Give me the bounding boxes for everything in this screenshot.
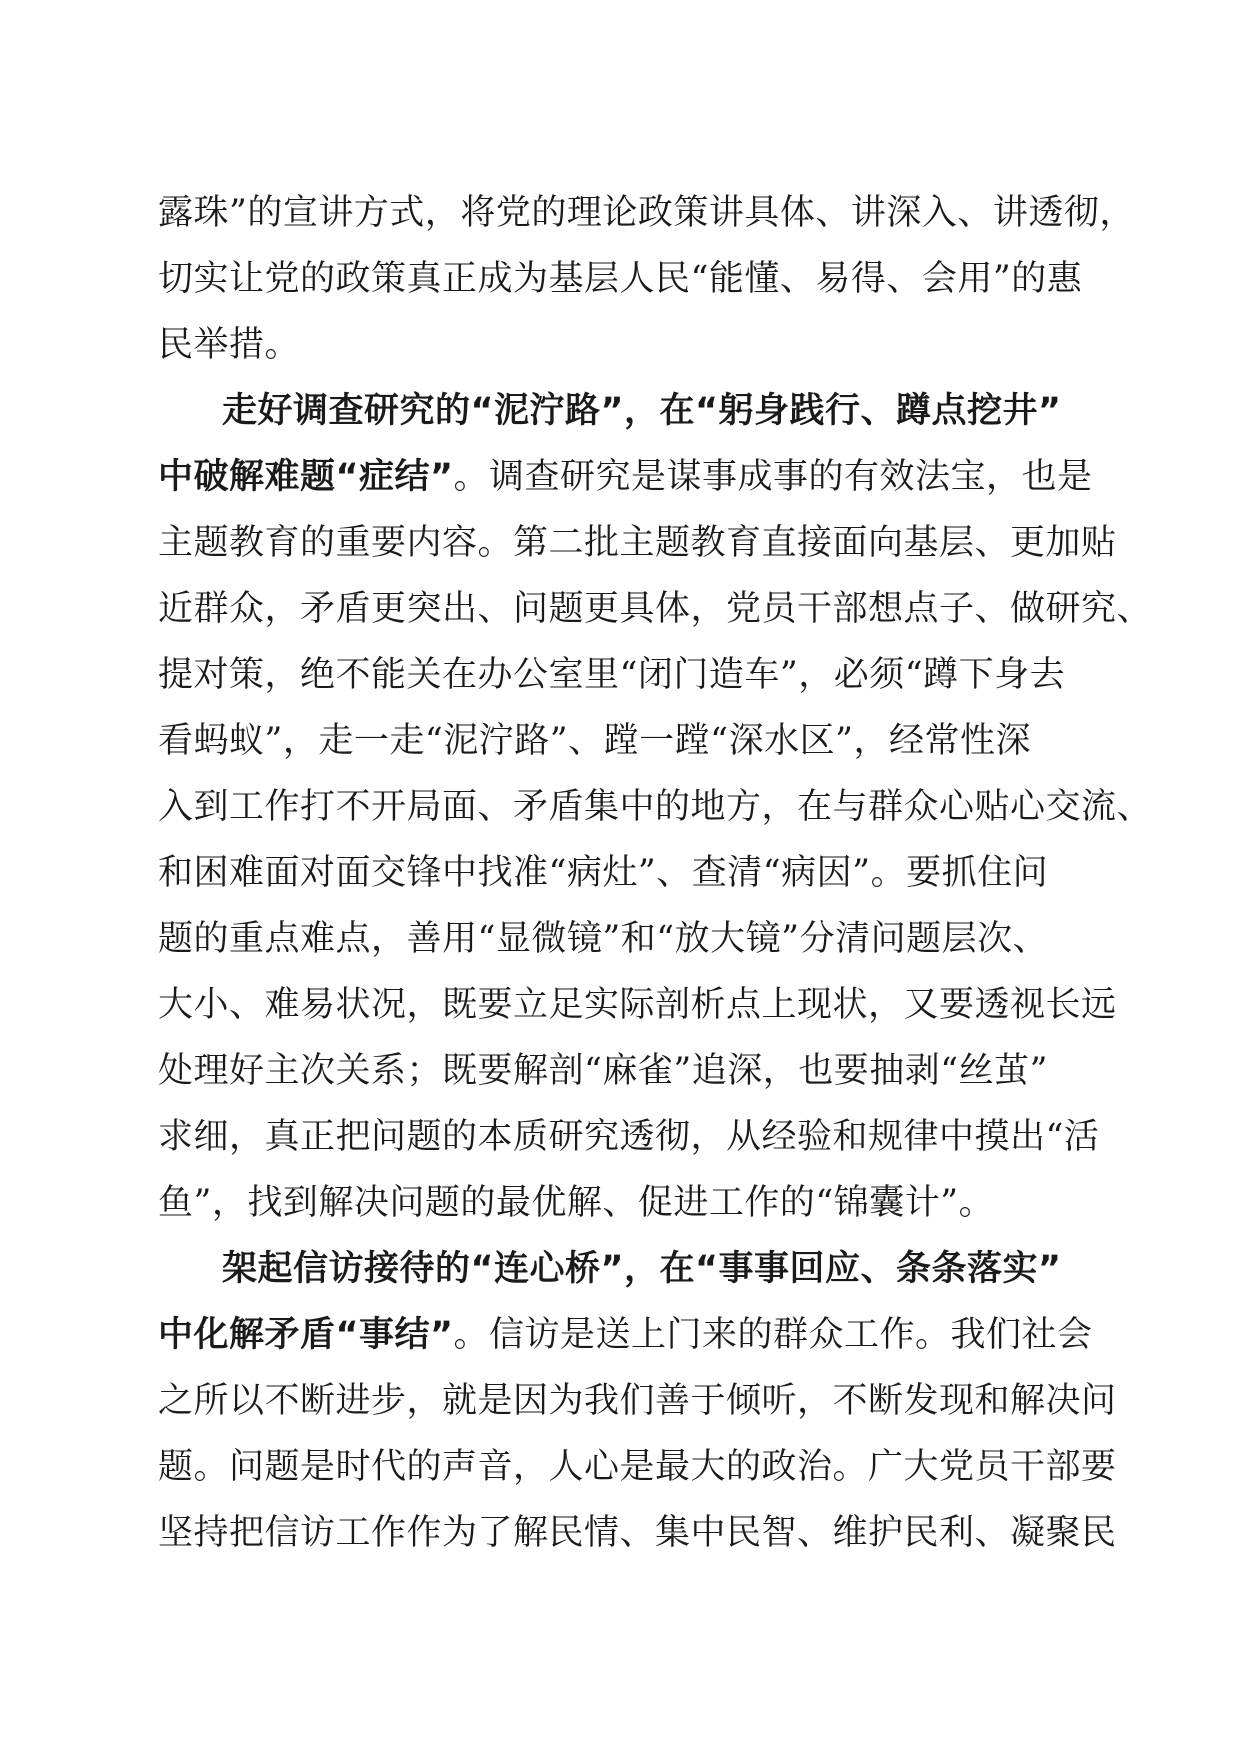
paragraph-line: 题。问题是时代的声音，人心是最大的政治。广大党员干部要 (158, 1447, 1117, 1487)
paragraph-line: 露珠”的宣讲方式，将党的理论政策讲具体、讲深入、讲透彻， (158, 193, 1135, 233)
paragraph-line: 求细，真正把问题的本质研究透彻，从经验和规律中摸出“活 (158, 1117, 1100, 1157)
paragraph-line: 处理好主次关系；既要解剖“麻雀”追深，也要抽剥“丝茧” (158, 1051, 1049, 1091)
section-heading-line: 架起信访接待的“连心桥”，在“事事回应、条条落实” (222, 1249, 1062, 1289)
section-heading-tail: 中化解矛盾“事结” (158, 1315, 454, 1355)
paragraph-line: 切实让党的政策真正成为基层人民“能懂、易得、会用”的惠 (158, 259, 1083, 299)
mixed-line (158, 1302, 1093, 1368)
paragraph-line: 题的重点难点，善用“显微镜”和“放大镜”分清问题层次、 (158, 919, 1049, 959)
paragraph-line: 坚持把信访工作作为了解民情、集中民智、维护民利、凝聚民 (158, 1513, 1117, 1553)
section-heading-tail: 中破解难题“症结” (158, 457, 454, 497)
paragraph-line: 主题教育的重要内容。第二批主题教育直接面向基层、更加贴 (158, 523, 1117, 563)
paragraph-line: 看蚂蚁”，走一走“泥泞路”、蹚一蹚“深水区”，经常性深 (158, 721, 1031, 761)
section-heading-line: 走好调查研究的“泥泞路”，在“躬身践行、蹲点挖井” (222, 391, 1062, 431)
paragraph-line: 近群众，矛盾更突出、问题更具体，党员干部想点子、做研究、 (158, 589, 1153, 629)
paragraph-line: 大小、难易状况，既要立足实际剖析点上现状，又要透视长远 (158, 985, 1117, 1025)
paragraph-line: 入到工作打不开局面、矛盾集中的地方，在与群众心贴心交流、 (158, 787, 1153, 827)
paragraph-line: 鱼”，找到解决问题的最优解、促进工作的“锦囊计”。 (158, 1183, 995, 1223)
paragraph-line: 之所以不断进步，就是因为我们善于倾听，不断发现和解决问 (158, 1381, 1117, 1421)
paragraph-text: 。信访是送上门来的群众工作。我们社会 (453, 1315, 1093, 1355)
paragraph-line: 和困难面对面交锋中找准“病灶”、查清“病因”。要抓住问 (158, 853, 1049, 893)
paragraph-line: 提对策，绝不能关在办公室里“闭门造车”，必须“蹲下身去 (158, 655, 1066, 695)
body-text (158, 180, 1153, 1566)
paragraph-text: 。调查研究是谋事成事的有效法宝，也是 (453, 457, 1093, 497)
paragraph-line: 民举措。 (158, 325, 301, 365)
mixed-line (158, 444, 1093, 510)
